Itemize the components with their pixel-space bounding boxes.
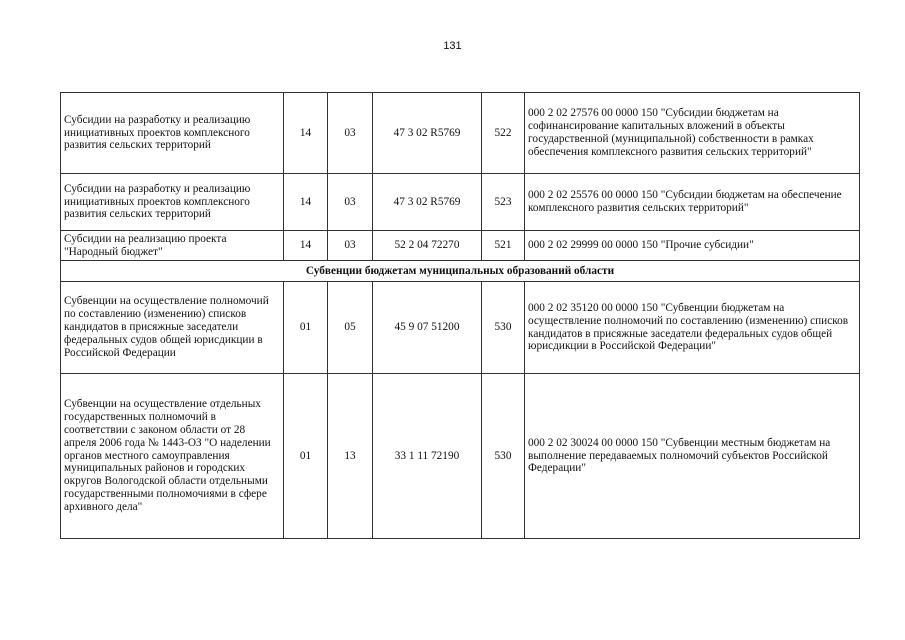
row-subsection-code-cell: 05 xyxy=(328,282,373,374)
row-name-text: Субсидии на разработку и реализацию инициативных проектов комплексного развития сельских территорий xyxy=(64,113,251,152)
row-section-code-cell: 14 xyxy=(284,231,328,261)
row-income-code-cell: 000 2 02 30024 00 0000 150 "Субвенции местным бюджетам на выполнение передаваемых полномочий субъектов Российской Федерации" xyxy=(525,374,860,539)
section-header-row xyxy=(61,261,860,282)
table-row xyxy=(61,231,860,261)
section-header: Субвенции бюджетам муниципальных образований области xyxy=(61,261,860,282)
row-target-code-cell: 33 1 11 72190 xyxy=(373,374,482,539)
row-subsection-code-cell: 13 xyxy=(328,374,373,539)
table-row xyxy=(61,93,860,174)
table-row xyxy=(61,374,860,539)
row-section-code-cell: 14 xyxy=(284,174,328,231)
row-income-code-cell: 000 2 02 29999 00 0000 150 "Прочие субсидии" xyxy=(525,231,860,261)
row-expense-type-cell: 521 xyxy=(482,231,525,261)
row-target-code-cell: 45 9 07 51200 xyxy=(373,282,482,374)
row-name-cell xyxy=(61,93,284,174)
row-expense-type-cell: 530 xyxy=(482,282,525,374)
row-section-code-cell: 01 xyxy=(284,374,328,539)
row-expense-type-cell: 522 xyxy=(482,93,525,174)
row-name-text: Субвенции на осуществление отдельных государственных полномочий в соответствии с законом области от 28 апреля 2006 года № 1443-ОЗ "О наделении органов местного самоуправления муниципальных районов и городских округов Вологодской области отдельными государственными полномочиями в сфере архивного дела" xyxy=(64,397,271,514)
row-name-cell xyxy=(61,282,284,374)
table-row xyxy=(61,174,860,231)
row-section-code-cell: 01 xyxy=(284,282,328,374)
budget-table xyxy=(60,92,860,539)
row-target-code-cell: 47 3 02 R5769 xyxy=(373,93,482,174)
row-name-text: Субсидии на разработку и реализацию инициативных проектов комплексного развития сельских территорий xyxy=(64,182,251,221)
row-income-code-cell: 000 2 02 27576 00 0000 150 "Субсидии бюджетам на софинансирование капитальных вложений в объекты государственной (муниципальной) собственности в рамках обеспечения комплексного развития сельских территорий" xyxy=(525,93,860,174)
row-subsection-code-cell: 03 xyxy=(328,231,373,261)
row-name-cell xyxy=(61,174,284,231)
row-income-code-cell: 000 2 02 35120 00 0000 150 "Субвенции бюджетам на осуществление полномочий по составлению (изменению) списков кандидатов в присяжные заседатели федеральных судов общей юрисдикции в Российской Федерации" xyxy=(525,282,860,374)
row-expense-type-cell: 523 xyxy=(482,174,525,231)
row-target-code-cell: 52 2 04 72270 xyxy=(373,231,482,261)
page-number: 131 xyxy=(443,40,462,52)
row-income-code-cell: 000 2 02 25576 00 0000 150 "Субсидии бюджетам на обеспечение комплексного развития сельских территорий" xyxy=(525,174,860,231)
row-name-cell: Субсидии на реализацию проекта "Народный бюджет" xyxy=(61,231,284,261)
row-subsection-code-cell: 03 xyxy=(328,174,373,231)
table-row xyxy=(61,282,860,374)
row-name-cell xyxy=(61,374,284,539)
row-section-code-cell: 14 xyxy=(284,93,328,174)
row-name-text: Субвенции на осуществление полномочий по составлению (изменению) списков кандидатов в присяжные заседатели федеральных судов общей юрисдикции в Российской Федерации xyxy=(64,295,269,359)
row-subsection-code-cell: 03 xyxy=(328,93,373,174)
row-target-code-cell: 47 3 02 R5769 xyxy=(373,174,482,231)
row-expense-type-cell: 530 xyxy=(482,374,525,539)
